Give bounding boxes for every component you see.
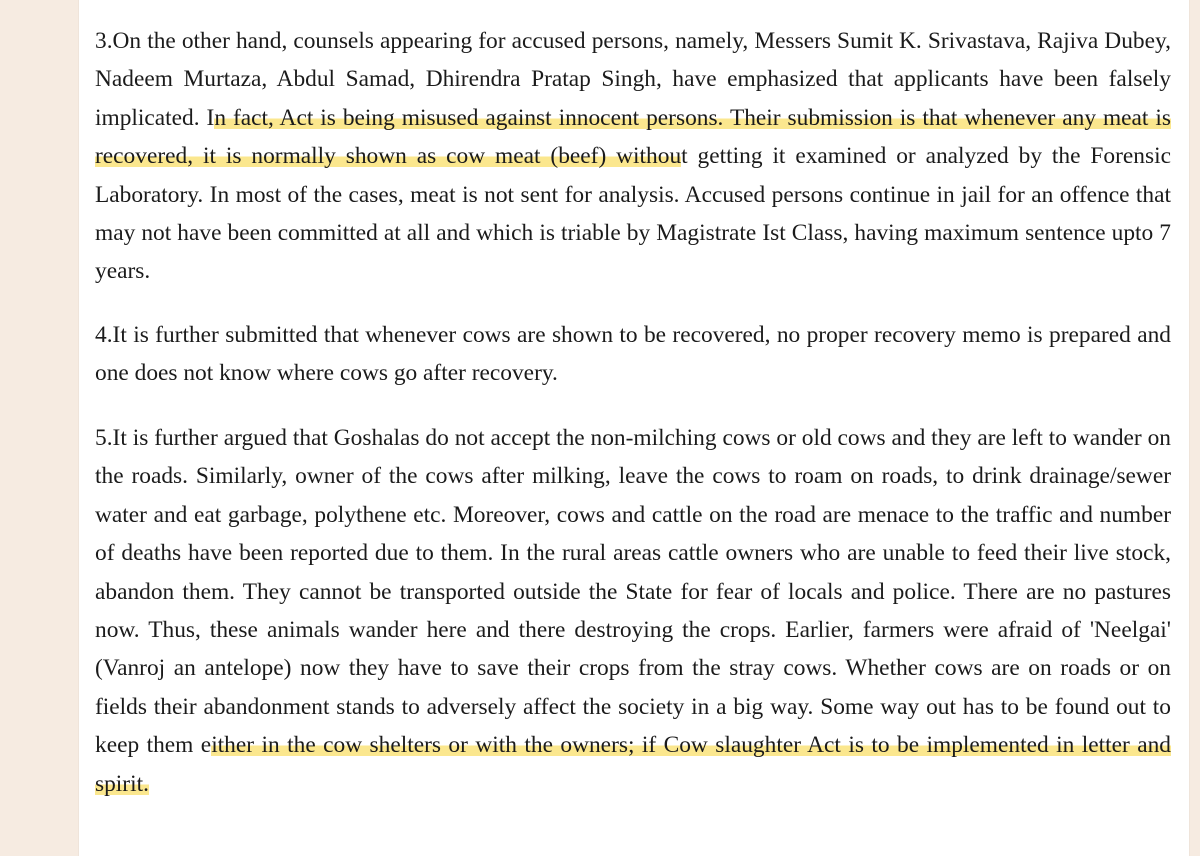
paragraph-4 xyxy=(95,316,1171,393)
paragraph-3-highlight: n fact, Act is being misused against innocent persons. Their submission is that whenever any meat is recovered, it is normally shown as cow meat (beef) withou xyxy=(95,104,1171,170)
paragraph-3 xyxy=(95,22,1171,291)
paragraph-3-text-end: t getting it examined or analyzed by the Forensic Laboratory. In most of the cases, meat is not sent for analysis. Accused persons continue in jail for an offence that may not have been committed at all and which is triable by Magistrate Ist Class, having maximum sentence upto 7 years. xyxy=(95,143,1171,285)
paragraph-5 xyxy=(95,419,1171,803)
paragraph-4-text: 4.It is further submitted that whenever cows are shown to be recovered, no proper recovery memo is prepared and one does not know where cows go after recovery. xyxy=(95,322,1171,387)
paragraph-3-text: 3.On the other hand, counsels appearing for accused persons, namely, Messers Sumit K. Srivastava, Rajiva Dubey, Nadeem Murtaza, Abdul Samad, Dhirendra Pratap Singh, have emphasized that applicants have been falsely implicated. I xyxy=(95,28,1171,131)
paragraph-5-highlight: ither in the cow shelters or with the owners; if Cow slaughter Act is to be implemented in letter and spirit. xyxy=(95,732,1171,797)
paragraph-5-text: 5.It is further argued that Goshalas do not accept the non-milching cows or old cows and they are left to wander on the roads. Similarly, owner of the cows after milking, leave the cows to roam on roads, to drink drainage/sewer water and eat garbage, polythene etc. Moreover, cows and cattle on the road are menace to the traffic and number of deaths have been reported due to them. In the rural areas cattle owners who are unable to feed their live stock, abandon them. They cannot be transported outside the State for fear of locals and police. There are no pastures now. Thus, these animals wander here and there destroying the crops. Earlier, farmers were afraid of 'Neelgai' (Vanroj an antelope) now they have to save their crops from the stray cows. Whether cows are on roads or on fields their abandonment stands to adversely affect the society in a big way. Some way out has to be found out to keep them e xyxy=(95,425,1171,759)
document-page xyxy=(78,0,1190,856)
